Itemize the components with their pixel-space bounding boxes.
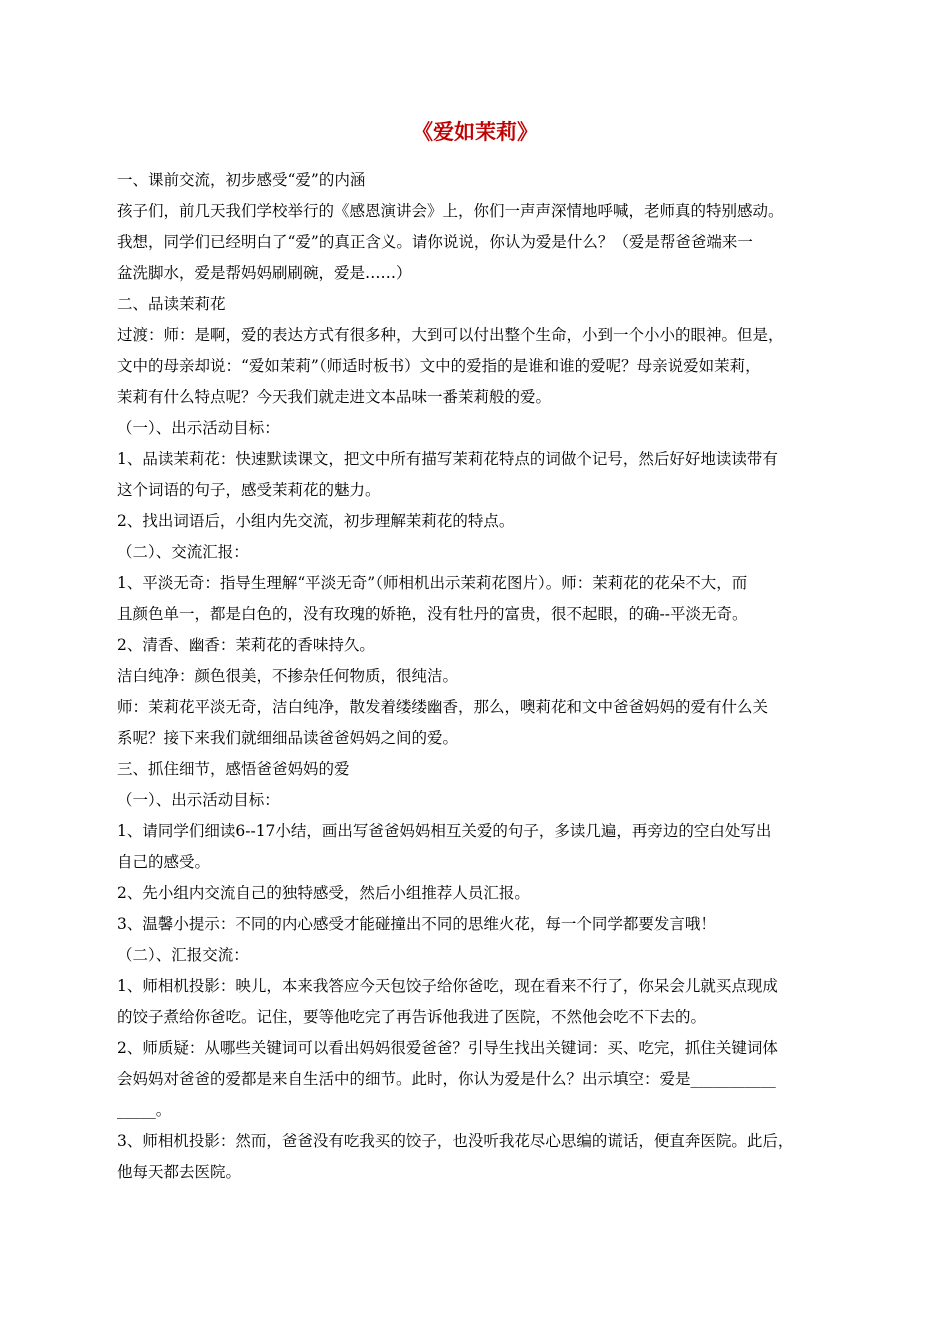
text-line: （二）、汇报交流： <box>117 946 249 964</box>
text-line: _____。 <box>117 1101 172 1119</box>
text-line: 这个词语的句子，感受茉莉花的魅力。 <box>117 481 381 499</box>
document-body <box>117 165 837 1188</box>
text-line: 过渡：师：是啊，爱的表达方式有很多种，大到可以付出整个生命，小到一个小小的眼神。但是， <box>117 326 784 344</box>
text-line: 文中的母亲却说：“爱如茉莉”（师适时板书）文中的爱指的是谁和谁的爱呢？母亲说爱如茉莉， <box>117 357 761 375</box>
text-line: 会妈妈对爸爸的爱都是来自生活中的细节。此时，你认为爱是什么？出示填空：爱是___________ <box>117 1070 776 1088</box>
text-line: 2、师质疑：从哪些关键词可以看出妈妈很爱爸爸？引导生找出关键词：买、吃完，抓住关键词体 <box>117 1039 778 1057</box>
text-line: 3、师相机投影：然而，爸爸没有吃我买的饺子，也没听我花尽心思编的谎话，便直奔医院。此后， <box>117 1132 794 1150</box>
text-line: 1、品读茉莉花：快速默读课文，把文中所有描写茉莉花特点的词做个记号，然后好好地读读带有 <box>117 450 778 468</box>
document-title: 《爱如茉莉》 <box>412 120 538 144</box>
text-line: 且颜色单一，都是白色的，没有玫瑰的娇艳，没有牡丹的富贵，很不起眼，的确--平淡无奇。 <box>117 605 748 623</box>
text-line: 二、品读茉莉花 <box>117 295 226 313</box>
text-line: 我想，同学们已经明白了“爱”的真正含义。请你说说，你认为爱是什么？（爱是帮爸爸端来一 <box>117 233 753 251</box>
text-line: 1、师相机投影：映儿，本来我答应今天包饺子给你爸吃，现在看来不行了，你呆会儿就买点现成 <box>117 977 778 995</box>
text-line: 1、请同学们细读6--17小结，画出写爸爸妈妈相互关爱的句子，多读几遍，再旁边的空白处写出 <box>117 822 772 840</box>
text-line: 他每天都去医院。 <box>117 1163 242 1181</box>
text-line: 一、课前交流，初步感受“爱”的内涵 <box>117 171 366 189</box>
text-line: （一）、出示活动目标： <box>117 791 280 809</box>
text-line: （二）、交流汇报： <box>117 543 249 561</box>
text-line: 3、温馨小提示：不同的内心感受才能碰撞出不同的思维火花，每一个同学都要发言哦！ <box>117 915 716 933</box>
text-line: 2、清香、幽香：茉莉花的香味持久。 <box>117 636 375 654</box>
text-line: 茉莉有什么特点呢？今天我们就走进文本品味一番茉莉般的爱。 <box>117 388 552 406</box>
text-line: 师：茉莉花平淡无奇，洁白纯净，散发着缕缕幽香，那么，噢莉花和文中爸爸妈妈的爱有什么关 <box>117 698 769 716</box>
text-line: 的饺子煮给你爸吃。记住，要等他吃完了再告诉他我进了医院，不然他会吃不下去的。 <box>117 1008 707 1026</box>
text-line: 盆洗脚水，爱是帮妈妈刷刷碗，爱是……） <box>117 264 412 282</box>
text-line: 系呢？接下来我们就细细品读爸爸妈妈之间的爱。 <box>117 729 459 747</box>
text-line: 洁白纯净：颜色很美，不掺杂任何物质，很纯洁。 <box>117 667 459 685</box>
text-line: 孩子们，前几天我们学校举行的《感恩演讲会》上，你们一声声深情地呼喊，老师真的特别感动。 <box>117 202 784 220</box>
text-line: （一）、出示活动目标： <box>117 419 280 437</box>
text-line: 2、找出词语后，小组内先交流，初步理解茉莉花的特点。 <box>117 512 515 530</box>
text-line: 自己的感受。 <box>117 853 211 871</box>
text-line: 三、抓住细节，感悟爸爸妈妈的爱 <box>117 760 350 778</box>
text-line: 1、平淡无奇：指导生理解“平淡无奇”（师相机出示茉莉花图片）。师：茉莉花的花朵不大，而 <box>117 574 748 592</box>
text-line: 2、先小组内交流自己的独特感受，然后小组推荐人员汇报。 <box>117 884 530 902</box>
